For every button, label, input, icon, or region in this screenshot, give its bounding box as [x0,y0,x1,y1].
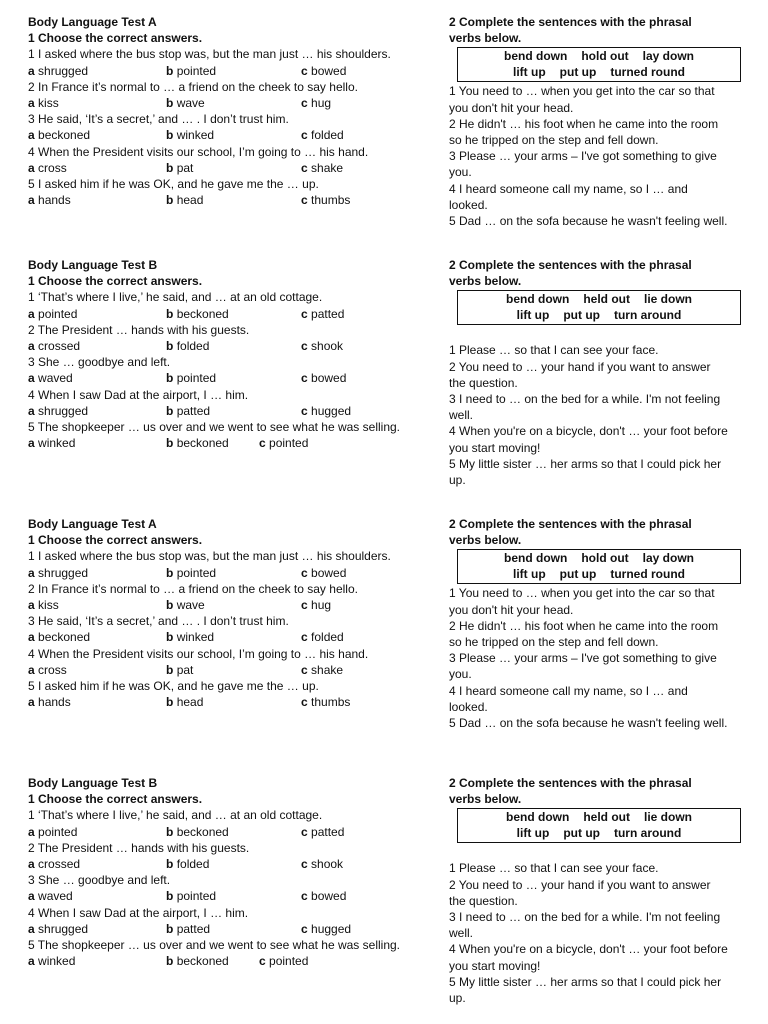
part-1 [28,775,428,969]
part-2-heading-cont: verbs below. [449,274,522,289]
option-a: a pointed [28,824,78,839]
sentence-line: well. [449,408,474,423]
options [28,306,428,322]
question: 5 I asked him if he was OK, and he gave me the … up. [28,678,319,693]
part-2-heading: 2 Complete the sentences with the phrasal [449,15,692,29]
sentence-line: 4 When you're on a bicycle, don't … your foot before [449,942,728,957]
sentence-line: so he tripped on the step and fell down. [449,133,659,148]
sentence-line: 1 Please … so that I can see your face. [449,861,659,876]
verb: put up [559,64,597,79]
sentence-line: 2 He didn't … his foot when he came into the room [449,618,719,633]
sentence-line: 5 My little sister … her arms so that I could pick her [449,456,722,471]
verb: lie down [644,292,692,307]
option-a: a crossed [28,857,81,871]
verb: turned round [610,566,685,581]
option-a: a shrugged [28,921,89,936]
option-a: a pointed [28,306,78,321]
option-c: c bowed [301,889,347,904]
question: 3 He said, ‘It’s a secret,’ and … . I don’t trust him. [28,112,289,127]
sentence-line: so he tripped on the step and fell down. [449,635,659,650]
sentence-line: 4 When you're on a bicycle, don't … your foot before [449,424,728,439]
option-b: b head [166,695,204,710]
test-title: Body Language Test A [28,517,157,531]
verb: lift up [513,64,546,79]
part-1-heading: 1 Choose the correct answers. [28,792,203,807]
options [28,953,428,969]
part-1-heading: 1 Choose the correct answers. [28,533,203,548]
option-c: c hugged [301,403,352,418]
question: 4 When the President visits our school, I’m going to … his hand. [28,646,369,661]
verb: lay down [642,49,694,64]
sentence-line: you start moving! [449,440,541,455]
part-2-heading: 2 Complete the sentences with the phrasal [449,517,692,531]
option-c: c shake [301,662,344,677]
option-a: a hands [28,193,71,208]
option-c: c shook [301,857,344,871]
sentence-line: 3 I need to … on the bed for a while. I'm not feeling [449,392,721,407]
test-title: Body Language Test B [28,776,158,790]
sentence-line: 4 I heard someone call my name, so I … and [449,683,688,698]
verb: put up [559,566,597,581]
sentence-line: the question. [449,375,518,390]
verb: lay down [642,551,694,566]
part-1 [28,257,428,451]
options [28,192,428,208]
part-1 [28,14,428,208]
phrasal-verb-box [457,549,741,584]
part-1 [28,516,428,710]
verb: put up [563,307,600,322]
option-a: a beckoned [28,630,91,645]
sentence-line: looked. [449,197,488,212]
option-a: a crossed [28,339,81,353]
sentence-line: up. [449,473,466,488]
options [28,921,428,937]
options [28,856,428,872]
option-b: b head [166,193,204,208]
option-a: a waved [28,371,73,386]
option-a: a winked [28,954,76,969]
question: 2 The President … hands with his guests. [28,322,250,337]
sentence-line: 2 You need to … your hand if you want to answer [449,359,711,374]
option-c: c thumbs [301,193,351,208]
options [28,403,428,419]
question: 4 When I saw Dad at the airport, I … him. [28,387,249,402]
phrasal-verb-box [457,808,741,843]
verb: held out [583,292,630,307]
options [28,888,428,904]
question: 4 When the President visits our school, I’m going to … his hand. [28,144,369,159]
option-b: b pointed [166,565,217,580]
options [28,597,428,613]
phrasal-verb-box [457,290,741,325]
sentence-line: you don't hit your head. [449,602,574,617]
sentence-line: you start moving! [449,958,541,973]
question: 5 The shopkeeper … us over and we went to see what he was selling. [28,419,400,434]
sentence-line: 5 Dad … on the sofa because he wasn't feeling well. [449,716,728,731]
option-c: c shake [301,160,344,175]
verb: turned round [610,64,685,79]
option-a: a cross [28,662,67,677]
question: 5 I asked him if he was OK, and he gave me the … up. [28,176,319,191]
part-2-heading: 2 Complete the sentences with the phrasal [449,258,692,272]
option-c: c bowed [301,371,347,386]
sentence-line: 2 He didn't … his foot when he came into the room [449,116,719,131]
option-b: b beckoned [166,824,229,839]
part-1-heading: 1 Choose the correct answers. [28,274,203,289]
sentence-line: 3 Please … your arms – I've got something to give [449,149,717,164]
option-c: c pointed [259,436,309,451]
verb: lift up [513,566,546,581]
part-2 [449,775,754,1006]
option-b: b beckoned [166,306,229,321]
option-b: b pointed [166,889,217,904]
options [28,160,428,176]
phrasal-verb-box [457,47,741,82]
option-a: a hands [28,695,71,710]
verb: turn around [613,307,682,322]
question: 2 In France it’s normal to … a friend on the cheek to say hello. [28,581,358,596]
verb: bend down [506,810,570,825]
options [28,435,428,451]
option-a: a winked [28,436,76,451]
question: 5 The shopkeeper … us over and we went to see what he was selling. [28,937,400,952]
verb: hold out [581,551,629,566]
sentence-line: 5 Dad … on the sofa because he wasn't feeling well. [449,214,728,229]
part-2-heading: 2 Complete the sentences with the phrasal [449,776,692,790]
test-title: Body Language Test B [28,258,158,272]
part-2-heading-cont: verbs below. [449,31,522,46]
sentence-line: you. [449,165,472,180]
option-b: b pointed [166,63,217,78]
verb: lift up [516,825,550,840]
option-a: a waved [28,889,73,904]
sentence-line: 3 Please … your arms – I've got something to give [449,651,717,666]
option-b: b wave [166,598,205,612]
part-2 [449,516,754,731]
option-a: a shrugged [28,403,89,418]
question: 2 In France it’s normal to … a friend on the cheek to say hello. [28,79,358,94]
option-b: b pointed [166,371,217,386]
part-2 [449,257,754,488]
part-2-heading-cont: verbs below. [449,792,522,807]
options [28,662,428,678]
option-a: a kiss [28,96,59,110]
sentence-line: well. [449,926,474,941]
option-c: c patted [301,306,345,321]
sentence-line: looked. [449,699,488,714]
sentence-line: you. [449,667,472,682]
options [28,95,428,111]
sentence-line: you don't hit your head. [449,100,574,115]
question: 4 When I saw Dad at the airport, I … him. [28,905,249,920]
options [28,694,428,710]
sentence-line: 3 I need to … on the bed for a while. I'm not feeling [449,910,721,925]
option-b: b beckoned [166,954,229,969]
option-c: c pointed [259,954,309,969]
verb: hold out [581,49,629,64]
verb: turn around [613,825,682,840]
option-c: c shook [301,339,344,353]
verb: bend down [504,551,568,566]
sentence-line: the question. [449,893,518,908]
verb: put up [563,825,600,840]
option-a: a kiss [28,598,59,612]
options [28,127,428,143]
option-b: b winked [166,630,215,645]
option-c: c hug [301,598,332,612]
question: 1 ‘That’s where I live,’ he said, and … at an old cottage. [28,808,323,823]
part-2-heading-cont: verbs below. [449,533,522,548]
question: 1 ‘That’s where I live,’ he said, and … at an old cottage. [28,290,323,305]
question: 3 She … goodbye and left. [28,355,171,370]
options [28,629,428,645]
question: 2 The President … hands with his guests. [28,840,250,855]
question: 3 She … goodbye and left. [28,873,171,888]
option-c: c folded [301,630,344,645]
option-c: c hugged [301,921,352,936]
test-title: Body Language Test A [28,15,157,29]
option-a: a shrugged [28,565,89,580]
option-c: c thumbs [301,695,351,710]
option-b: b folded [166,857,210,871]
option-b: b patted [166,921,211,936]
option-c: c folded [301,128,344,143]
verb: held out [583,810,630,825]
sentence-line: 1 Please … so that I can see your face. [449,343,659,358]
sentence-line: up. [449,991,466,1006]
option-c: c bowed [301,565,347,580]
options [28,824,428,840]
verb: bend down [504,49,568,64]
question: 1 I asked where the bus stop was, but the man just … his shoulders. [28,549,391,564]
option-b: b winked [166,128,215,143]
sentence-line: 1 You need to … when you get into the car so that [449,586,715,601]
part-2 [449,14,754,229]
option-b: b pat [166,662,194,677]
options [28,370,428,386]
option-c: c hug [301,96,332,110]
part-1-heading: 1 Choose the correct answers. [28,31,203,46]
option-c: c patted [301,824,345,839]
sentence-line: 2 You need to … your hand if you want to answer [449,877,711,892]
option-c: c bowed [301,63,347,78]
option-a: a shrugged [28,63,89,78]
sentence-line: 1 You need to … when you get into the car so that [449,84,715,99]
verb: bend down [506,292,570,307]
option-b: b pat [166,160,194,175]
option-b: b folded [166,339,210,353]
options [28,565,428,581]
verb: lie down [644,810,692,825]
option-b: b beckoned [166,436,229,451]
option-b: b patted [166,403,211,418]
sentence-line: 4 I heard someone call my name, so I … and [449,181,688,196]
option-a: a beckoned [28,128,91,143]
verb: lift up [516,307,550,322]
question: 3 He said, ‘It’s a secret,’ and … . I don’t trust him. [28,614,289,629]
options [28,338,428,354]
option-b: b wave [166,96,205,110]
option-a: a cross [28,160,67,175]
question: 1 I asked where the bus stop was, but the man just … his shoulders. [28,47,391,62]
options [28,63,428,79]
sentence-line: 5 My little sister … her arms so that I could pick her [449,974,722,989]
